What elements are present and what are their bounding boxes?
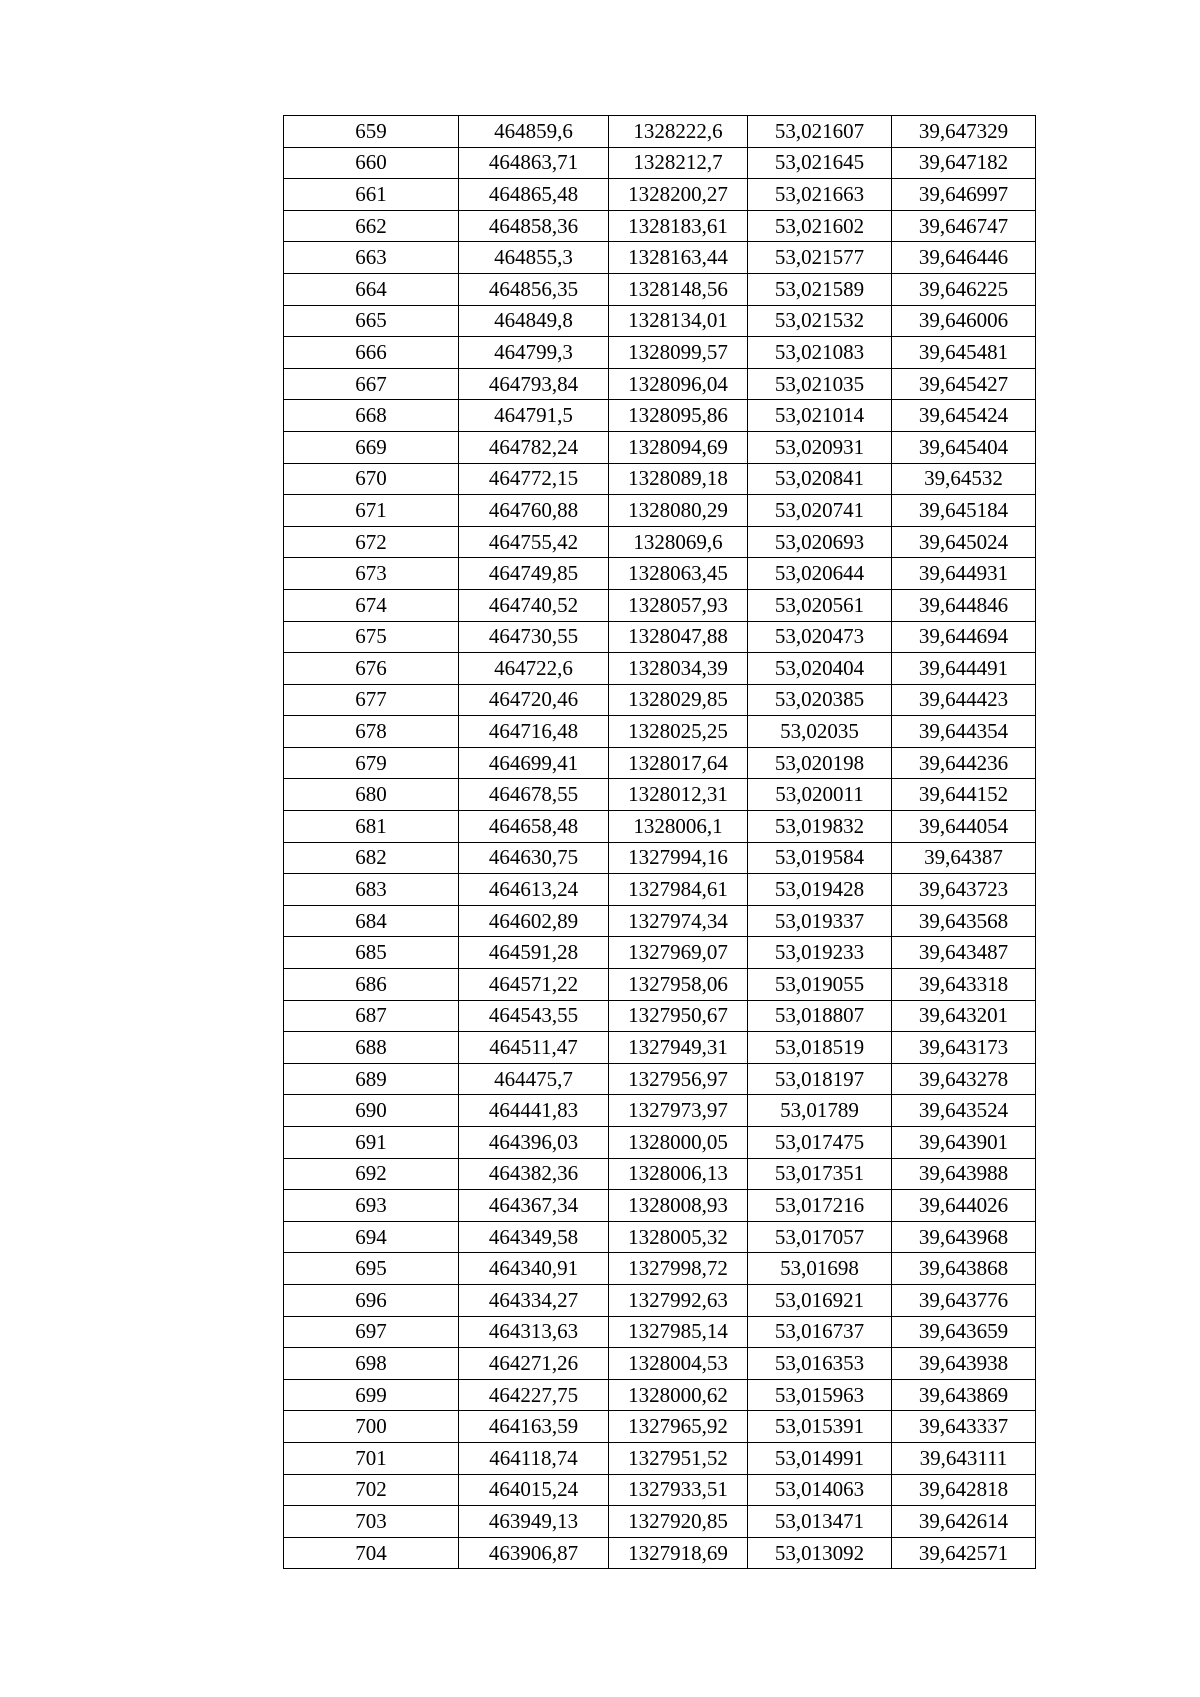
longitude-cell: 39,644354: [892, 716, 1036, 748]
point-number-cell: 686: [284, 969, 459, 1001]
longitude-cell: 39,644423: [892, 684, 1036, 716]
table-row: [284, 1221, 1036, 1253]
longitude-cell: 39,644491: [892, 653, 1036, 685]
point-number-cell: 685: [284, 937, 459, 969]
y-coordinate-cell: 1328006,13: [609, 1158, 748, 1190]
latitude-cell: 53,021589: [748, 273, 892, 305]
table-row: [284, 273, 1036, 305]
latitude-cell: 53,016921: [748, 1284, 892, 1316]
latitude-cell: 53,020644: [748, 558, 892, 590]
point-number-cell: 681: [284, 811, 459, 843]
longitude-cell: 39,642571: [892, 1537, 1036, 1569]
x-coordinate-cell: 464791,5: [459, 400, 609, 432]
table-row: [284, 1032, 1036, 1064]
point-number-cell: 701: [284, 1442, 459, 1474]
point-number-cell: 684: [284, 905, 459, 937]
table-row: [284, 1063, 1036, 1095]
x-coordinate-cell: 464658,48: [459, 811, 609, 843]
table-row: [284, 1095, 1036, 1127]
longitude-cell: 39,643868: [892, 1253, 1036, 1285]
table-row: [284, 874, 1036, 906]
x-coordinate-cell: 464382,36: [459, 1158, 609, 1190]
latitude-cell: 53,014063: [748, 1474, 892, 1506]
point-number-cell: 689: [284, 1063, 459, 1095]
table-row: [284, 1411, 1036, 1443]
latitude-cell: 53,021663: [748, 179, 892, 211]
y-coordinate-cell: 1328034,39: [609, 653, 748, 685]
table-row: [284, 210, 1036, 242]
y-coordinate-cell: 1328222,6: [609, 116, 748, 148]
table-row: [284, 811, 1036, 843]
x-coordinate-cell: 464334,27: [459, 1284, 609, 1316]
y-coordinate-cell: 1327974,34: [609, 905, 748, 937]
latitude-cell: 53,020931: [748, 431, 892, 463]
point-number-cell: 670: [284, 463, 459, 495]
x-coordinate-cell: 464163,59: [459, 1411, 609, 1443]
table-row: [284, 463, 1036, 495]
y-coordinate-cell: 1327951,52: [609, 1442, 748, 1474]
point-number-cell: 693: [284, 1190, 459, 1222]
y-coordinate-cell: 1328089,18: [609, 463, 748, 495]
y-coordinate-cell: 1328025,25: [609, 716, 748, 748]
table-row: [284, 905, 1036, 937]
latitude-cell: 53,017216: [748, 1190, 892, 1222]
y-coordinate-cell: 1328005,32: [609, 1221, 748, 1253]
latitude-cell: 53,021645: [748, 147, 892, 179]
x-coordinate-cell: 464511,47: [459, 1032, 609, 1064]
x-coordinate-cell: 464227,75: [459, 1379, 609, 1411]
x-coordinate-cell: 464699,41: [459, 747, 609, 779]
x-coordinate-cell: 464441,83: [459, 1095, 609, 1127]
longitude-cell: 39,643318: [892, 969, 1036, 1001]
y-coordinate-cell: 1328047,88: [609, 621, 748, 653]
longitude-cell: 39,646747: [892, 210, 1036, 242]
point-number-cell: 667: [284, 368, 459, 400]
x-coordinate-cell: 464591,28: [459, 937, 609, 969]
table-row: [284, 242, 1036, 274]
latitude-cell: 53,021602: [748, 210, 892, 242]
longitude-cell: 39,646446: [892, 242, 1036, 274]
y-coordinate-cell: 1328008,93: [609, 1190, 748, 1222]
x-coordinate-cell: 464722,6: [459, 653, 609, 685]
latitude-cell: 53,021035: [748, 368, 892, 400]
table-row: [284, 1316, 1036, 1348]
longitude-cell: 39,642818: [892, 1474, 1036, 1506]
table-row: [284, 1284, 1036, 1316]
x-coordinate-cell: 464749,85: [459, 558, 609, 590]
longitude-cell: 39,644931: [892, 558, 1036, 590]
point-number-cell: 659: [284, 116, 459, 148]
point-number-cell: 665: [284, 305, 459, 337]
longitude-cell: 39,643278: [892, 1063, 1036, 1095]
x-coordinate-cell: 464859,6: [459, 116, 609, 148]
y-coordinate-cell: 1327969,07: [609, 937, 748, 969]
point-number-cell: 672: [284, 526, 459, 558]
point-number-cell: 680: [284, 779, 459, 811]
point-number-cell: 695: [284, 1253, 459, 1285]
table-row: [284, 495, 1036, 527]
point-number-cell: 683: [284, 874, 459, 906]
point-number-cell: 692: [284, 1158, 459, 1190]
longitude-cell: 39,645424: [892, 400, 1036, 432]
longitude-cell: 39,647182: [892, 147, 1036, 179]
latitude-cell: 53,020404: [748, 653, 892, 685]
latitude-cell: 53,021532: [748, 305, 892, 337]
y-coordinate-cell: 1327949,31: [609, 1032, 748, 1064]
point-number-cell: 678: [284, 716, 459, 748]
x-coordinate-cell: 464313,63: [459, 1316, 609, 1348]
x-coordinate-cell: 464793,84: [459, 368, 609, 400]
point-number-cell: 682: [284, 842, 459, 874]
table-row: [284, 368, 1036, 400]
y-coordinate-cell: 1328012,31: [609, 779, 748, 811]
latitude-cell: 53,013471: [748, 1506, 892, 1538]
point-number-cell: 679: [284, 747, 459, 779]
longitude-cell: 39,643487: [892, 937, 1036, 969]
table-row: [284, 526, 1036, 558]
latitude-cell: 53,016737: [748, 1316, 892, 1348]
longitude-cell: 39,644026: [892, 1190, 1036, 1222]
latitude-cell: 53,017351: [748, 1158, 892, 1190]
longitude-cell: 39,643659: [892, 1316, 1036, 1348]
table-row: [284, 431, 1036, 463]
point-number-cell: 697: [284, 1316, 459, 1348]
y-coordinate-cell: 1327994,16: [609, 842, 748, 874]
y-coordinate-cell: 1327998,72: [609, 1253, 748, 1285]
y-coordinate-cell: 1327920,85: [609, 1506, 748, 1538]
y-coordinate-cell: 1327965,92: [609, 1411, 748, 1443]
table-row: [284, 179, 1036, 211]
y-coordinate-cell: 1328148,56: [609, 273, 748, 305]
latitude-cell: 53,020473: [748, 621, 892, 653]
table-row: [284, 116, 1036, 148]
longitude-cell: 39,645427: [892, 368, 1036, 400]
x-coordinate-cell: 464271,26: [459, 1348, 609, 1380]
point-number-cell: 677: [284, 684, 459, 716]
y-coordinate-cell: 1328069,6: [609, 526, 748, 558]
point-number-cell: 687: [284, 1000, 459, 1032]
x-coordinate-cell: 463949,13: [459, 1506, 609, 1538]
longitude-cell: 39,64532: [892, 463, 1036, 495]
longitude-cell: 39,643776: [892, 1284, 1036, 1316]
latitude-cell: 53,020741: [748, 495, 892, 527]
y-coordinate-cell: 1328163,44: [609, 242, 748, 274]
latitude-cell: 53,020198: [748, 747, 892, 779]
table-row: [284, 1158, 1036, 1190]
y-coordinate-cell: 1327985,14: [609, 1316, 748, 1348]
x-coordinate-cell: 464772,15: [459, 463, 609, 495]
latitude-cell: 53,021014: [748, 400, 892, 432]
x-coordinate-cell: 464602,89: [459, 905, 609, 937]
x-coordinate-cell: 464543,55: [459, 1000, 609, 1032]
longitude-cell: 39,644236: [892, 747, 1036, 779]
y-coordinate-cell: 1328029,85: [609, 684, 748, 716]
x-coordinate-cell: 464613,24: [459, 874, 609, 906]
x-coordinate-cell: 464863,71: [459, 147, 609, 179]
latitude-cell: 53,021083: [748, 337, 892, 369]
longitude-cell: 39,643568: [892, 905, 1036, 937]
table-row: [284, 1379, 1036, 1411]
y-coordinate-cell: 1328006,1: [609, 811, 748, 843]
point-number-cell: 700: [284, 1411, 459, 1443]
point-number-cell: 691: [284, 1127, 459, 1159]
table-row: [284, 147, 1036, 179]
longitude-cell: 39,644846: [892, 589, 1036, 621]
x-coordinate-cell: 464730,55: [459, 621, 609, 653]
point-number-cell: 673: [284, 558, 459, 590]
y-coordinate-cell: 1328134,01: [609, 305, 748, 337]
point-number-cell: 699: [284, 1379, 459, 1411]
y-coordinate-cell: 1328095,86: [609, 400, 748, 432]
x-coordinate-cell: 464349,58: [459, 1221, 609, 1253]
table-row: [284, 1537, 1036, 1569]
latitude-cell: 53,020385: [748, 684, 892, 716]
latitude-cell: 53,017057: [748, 1221, 892, 1253]
y-coordinate-cell: 1328057,93: [609, 589, 748, 621]
latitude-cell: 53,018807: [748, 1000, 892, 1032]
y-coordinate-cell: 1328200,27: [609, 179, 748, 211]
point-number-cell: 661: [284, 179, 459, 211]
y-coordinate-cell: 1328080,29: [609, 495, 748, 527]
latitude-cell: 53,014991: [748, 1442, 892, 1474]
table-row: [284, 1442, 1036, 1474]
table-row: [284, 969, 1036, 1001]
point-number-cell: 671: [284, 495, 459, 527]
point-number-cell: 668: [284, 400, 459, 432]
table-row: [284, 1348, 1036, 1380]
y-coordinate-cell: 1327933,51: [609, 1474, 748, 1506]
coordinates-table: [283, 115, 1036, 1569]
longitude-cell: 39,647329: [892, 116, 1036, 148]
x-coordinate-cell: 464849,8: [459, 305, 609, 337]
x-coordinate-cell: 464865,48: [459, 179, 609, 211]
x-coordinate-cell: 464340,91: [459, 1253, 609, 1285]
longitude-cell: 39,643869: [892, 1379, 1036, 1411]
y-coordinate-cell: 1328000,62: [609, 1379, 748, 1411]
latitude-cell: 53,018197: [748, 1063, 892, 1095]
longitude-cell: 39,643938: [892, 1348, 1036, 1380]
y-coordinate-cell: 1327973,97: [609, 1095, 748, 1127]
table-row: [284, 1506, 1036, 1538]
point-number-cell: 696: [284, 1284, 459, 1316]
table-row: [284, 1000, 1036, 1032]
latitude-cell: 53,019584: [748, 842, 892, 874]
y-coordinate-cell: 1327992,63: [609, 1284, 748, 1316]
longitude-cell: 39,645184: [892, 495, 1036, 527]
x-coordinate-cell: 464755,42: [459, 526, 609, 558]
latitude-cell: 53,018519: [748, 1032, 892, 1064]
point-number-cell: 704: [284, 1537, 459, 1569]
table-row: [284, 558, 1036, 590]
x-coordinate-cell: 464856,35: [459, 273, 609, 305]
latitude-cell: 53,020841: [748, 463, 892, 495]
x-coordinate-cell: 464475,7: [459, 1063, 609, 1095]
point-number-cell: 664: [284, 273, 459, 305]
latitude-cell: 53,02035: [748, 716, 892, 748]
point-number-cell: 694: [284, 1221, 459, 1253]
latitude-cell: 53,019832: [748, 811, 892, 843]
table-row: [284, 842, 1036, 874]
point-number-cell: 662: [284, 210, 459, 242]
point-number-cell: 702: [284, 1474, 459, 1506]
point-number-cell: 690: [284, 1095, 459, 1127]
y-coordinate-cell: 1327918,69: [609, 1537, 748, 1569]
table-row: [284, 716, 1036, 748]
y-coordinate-cell: 1328094,69: [609, 431, 748, 463]
latitude-cell: 53,019428: [748, 874, 892, 906]
latitude-cell: 53,015391: [748, 1411, 892, 1443]
latitude-cell: 53,01698: [748, 1253, 892, 1285]
x-coordinate-cell: 464716,48: [459, 716, 609, 748]
x-coordinate-cell: 464740,52: [459, 589, 609, 621]
y-coordinate-cell: 1328004,53: [609, 1348, 748, 1380]
coordinates-table-body: [284, 116, 1036, 1569]
longitude-cell: 39,644152: [892, 779, 1036, 811]
x-coordinate-cell: 464571,22: [459, 969, 609, 1001]
table-row: [284, 1474, 1036, 1506]
table-row: [284, 779, 1036, 811]
latitude-cell: 53,021577: [748, 242, 892, 274]
latitude-cell: 53,020561: [748, 589, 892, 621]
y-coordinate-cell: 1327958,06: [609, 969, 748, 1001]
x-coordinate-cell: 464858,36: [459, 210, 609, 242]
y-coordinate-cell: 1328000,05: [609, 1127, 748, 1159]
longitude-cell: 39,643988: [892, 1158, 1036, 1190]
latitude-cell: 53,015963: [748, 1379, 892, 1411]
table-row: [284, 684, 1036, 716]
y-coordinate-cell: 1328183,61: [609, 210, 748, 242]
latitude-cell: 53,013092: [748, 1537, 892, 1569]
table-row: [284, 621, 1036, 653]
point-number-cell: 660: [284, 147, 459, 179]
table-row: [284, 1190, 1036, 1222]
y-coordinate-cell: 1328212,7: [609, 147, 748, 179]
longitude-cell: 39,643201: [892, 1000, 1036, 1032]
point-number-cell: 666: [284, 337, 459, 369]
x-coordinate-cell: 464678,55: [459, 779, 609, 811]
latitude-cell: 53,019233: [748, 937, 892, 969]
table-row: [284, 653, 1036, 685]
x-coordinate-cell: 463906,87: [459, 1537, 609, 1569]
point-number-cell: 676: [284, 653, 459, 685]
longitude-cell: 39,642614: [892, 1506, 1036, 1538]
point-number-cell: 675: [284, 621, 459, 653]
latitude-cell: 53,01789: [748, 1095, 892, 1127]
point-number-cell: 688: [284, 1032, 459, 1064]
longitude-cell: 39,645024: [892, 526, 1036, 558]
y-coordinate-cell: 1328096,04: [609, 368, 748, 400]
table-row: [284, 1127, 1036, 1159]
longitude-cell: 39,643173: [892, 1032, 1036, 1064]
latitude-cell: 53,020011: [748, 779, 892, 811]
x-coordinate-cell: 464782,24: [459, 431, 609, 463]
point-number-cell: 663: [284, 242, 459, 274]
longitude-cell: 39,643901: [892, 1127, 1036, 1159]
longitude-cell: 39,643524: [892, 1095, 1036, 1127]
longitude-cell: 39,644054: [892, 811, 1036, 843]
table-row: [284, 305, 1036, 337]
table-row: [284, 937, 1036, 969]
longitude-cell: 39,643337: [892, 1411, 1036, 1443]
point-number-cell: 703: [284, 1506, 459, 1538]
x-coordinate-cell: 464118,74: [459, 1442, 609, 1474]
longitude-cell: 39,643723: [892, 874, 1036, 906]
longitude-cell: 39,643968: [892, 1221, 1036, 1253]
longitude-cell: 39,646225: [892, 273, 1036, 305]
table-row: [284, 400, 1036, 432]
x-coordinate-cell: 464015,24: [459, 1474, 609, 1506]
y-coordinate-cell: 1327950,67: [609, 1000, 748, 1032]
y-coordinate-cell: 1327984,61: [609, 874, 748, 906]
latitude-cell: 53,016353: [748, 1348, 892, 1380]
longitude-cell: 39,64387: [892, 842, 1036, 874]
y-coordinate-cell: 1327956,97: [609, 1063, 748, 1095]
longitude-cell: 39,645481: [892, 337, 1036, 369]
x-coordinate-cell: 464799,3: [459, 337, 609, 369]
y-coordinate-cell: 1328099,57: [609, 337, 748, 369]
table-row: [284, 1253, 1036, 1285]
x-coordinate-cell: 464855,3: [459, 242, 609, 274]
x-coordinate-cell: 464630,75: [459, 842, 609, 874]
point-number-cell: 698: [284, 1348, 459, 1380]
x-coordinate-cell: 464720,46: [459, 684, 609, 716]
latitude-cell: 53,017475: [748, 1127, 892, 1159]
longitude-cell: 39,646006: [892, 305, 1036, 337]
latitude-cell: 53,019055: [748, 969, 892, 1001]
point-number-cell: 669: [284, 431, 459, 463]
longitude-cell: 39,646997: [892, 179, 1036, 211]
point-number-cell: 674: [284, 589, 459, 621]
x-coordinate-cell: 464367,34: [459, 1190, 609, 1222]
longitude-cell: 39,645404: [892, 431, 1036, 463]
table-row: [284, 337, 1036, 369]
latitude-cell: 53,019337: [748, 905, 892, 937]
table-row: [284, 747, 1036, 779]
y-coordinate-cell: 1328063,45: [609, 558, 748, 590]
longitude-cell: 39,644694: [892, 621, 1036, 653]
x-coordinate-cell: 464396,03: [459, 1127, 609, 1159]
y-coordinate-cell: 1328017,64: [609, 747, 748, 779]
table-row: [284, 589, 1036, 621]
x-coordinate-cell: 464760,88: [459, 495, 609, 527]
latitude-cell: 53,021607: [748, 116, 892, 148]
longitude-cell: 39,643111: [892, 1442, 1036, 1474]
latitude-cell: 53,020693: [748, 526, 892, 558]
